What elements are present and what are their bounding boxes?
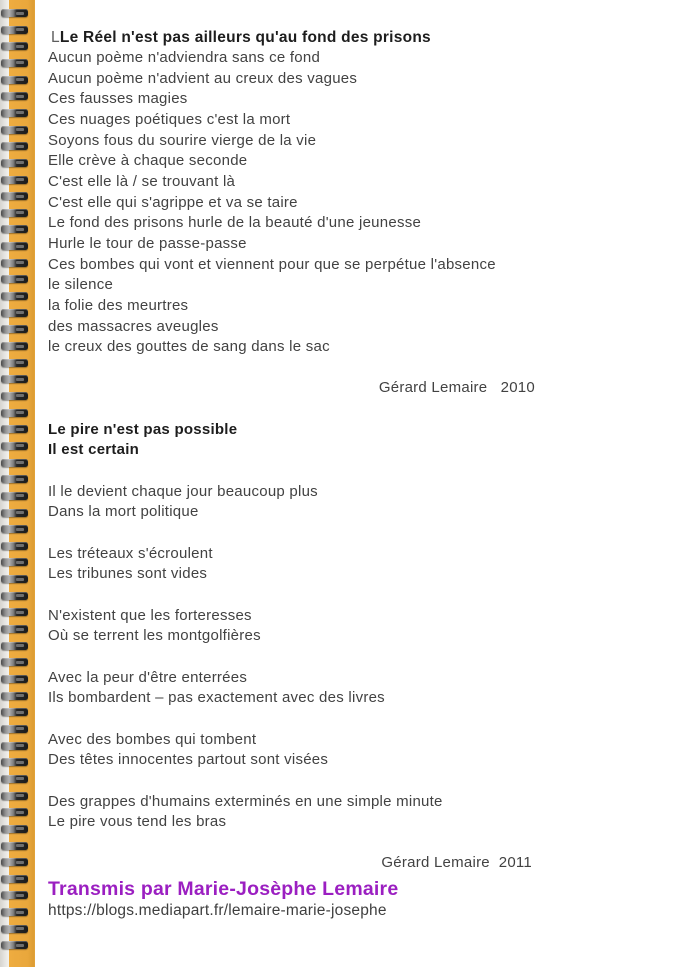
poem-line: Avec la peur d'être enterrées [48, 668, 248, 686]
poem2-title-line: Il est certain [48, 441, 140, 459]
poem1-body [48, 48, 628, 358]
spiral-coil [1, 142, 28, 150]
poem1-title-prefix: L [51, 29, 60, 46]
spiral-coil [1, 792, 28, 800]
spiral-coil [1, 509, 28, 517]
poem-stanza [48, 730, 628, 771]
spiral-coil [1, 758, 28, 766]
poem-line: Soyons fous du sourire vierge de la vie [48, 131, 317, 149]
spiral-coil [1, 292, 28, 300]
spiral-coil [1, 92, 28, 100]
poem1-title-text: Le Réel n'est pas ailleurs qu'au fond des prisons [59, 29, 431, 46]
poem-line: la folie des meurtres [48, 296, 189, 314]
poem-line: Les tréteaux s'écroulent [48, 544, 213, 562]
spiral-coil [1, 708, 28, 716]
spiral-coil [1, 925, 28, 933]
poem-line: Hurle le tour de passe-passe [48, 234, 247, 252]
poem-line: Le pire vous tend les bras [48, 813, 227, 831]
poem1-title [48, 27, 628, 48]
spiral-coil [1, 459, 28, 467]
poem-line: Avec des bombes qui tombent [48, 730, 257, 748]
poem-line: Il le devient chaque jour beaucoup plus [48, 482, 318, 500]
spiral-coil [1, 225, 28, 233]
poem2-title [48, 420, 628, 461]
spiral-coil [1, 442, 28, 450]
spiral-coil [1, 425, 28, 433]
poem-line: Le fond des prisons hurle de la beauté d'une jeunesse [48, 214, 422, 232]
poem-line: Ces bombes qui vont et viennent pour que se perpétue l'absence [48, 255, 496, 273]
spiral-coil [1, 126, 28, 134]
spiral-coil [1, 908, 28, 916]
poem-line: Des têtes innocentes partout sont visées [48, 751, 329, 769]
spiral-coil [1, 59, 28, 67]
poem-stanza [48, 668, 628, 709]
spiral-coil [1, 642, 28, 650]
poem-line: Aucun poème n'adviendra sans ce fond [48, 49, 321, 66]
spiral-coil [1, 575, 28, 583]
spiral-coil [1, 492, 28, 500]
spiral-coil [1, 658, 28, 666]
spiral-coil [1, 825, 28, 833]
poem-line: le silence [48, 276, 114, 294]
page-content [48, 27, 628, 922]
poem-line: Les tribunes sont vides [48, 565, 208, 583]
poem-line: N'existent que les forteresses [48, 606, 252, 624]
spiral-coil [1, 76, 28, 84]
poem-line: des massacres aveugles [48, 317, 219, 335]
poem-line: Des grappes d'humains exterminés en une simple minute [48, 792, 443, 810]
spiral-coil [1, 875, 28, 883]
spiral-coil [1, 325, 28, 333]
poem-stanza [48, 792, 628, 833]
spiral-coil [1, 608, 28, 616]
spiral-coil [1, 275, 28, 283]
spiral-coil [1, 259, 28, 267]
spiral-coil [1, 176, 28, 184]
poem-line: Dans la mort politique [48, 503, 199, 521]
spiral-coil [1, 742, 28, 750]
spiral-coil [1, 675, 28, 683]
poem-stanza [48, 544, 628, 585]
spiral-coil [1, 808, 28, 816]
spiral-coil [1, 209, 28, 217]
spiral-coil [1, 26, 28, 34]
spiral-coil [1, 42, 28, 50]
source-url: https://blogs.mediapart.fr/lemaire-marie-josephe [48, 902, 387, 920]
poem-stanza [48, 482, 628, 523]
poem2-body [48, 482, 628, 833]
spiral-coil [1, 375, 28, 383]
spiral-coil [1, 775, 28, 783]
spiral-coil [1, 392, 28, 400]
poem2-title-line: Le pire n'est pas possible [48, 420, 238, 438]
spiral-coil [1, 159, 28, 167]
spiral-coil [1, 592, 28, 600]
spiral-coil [1, 242, 28, 250]
spiral-coils [0, 0, 36, 967]
poem-line: C'est elle qui s'agrippe et va se taire [48, 193, 298, 211]
poem-line: le creux des gouttes de sang dans le sac [48, 338, 330, 356]
spiral-coil [1, 941, 28, 949]
spiral-coil [1, 475, 28, 483]
poem-line: Ces fausses magies [48, 90, 188, 108]
spiral-coil [1, 309, 28, 317]
poem1-attribution: Gérard Lemaire 2010 [378, 379, 535, 397]
spiral-coil [1, 542, 28, 550]
poem-line: Ils bombardent – pas exactement avec des livres [48, 689, 385, 707]
spiral-coil [1, 558, 28, 566]
spiral-coil [1, 342, 28, 350]
poem2-attribution: Gérard Lemaire 2011 [381, 854, 532, 872]
spiral-coil [1, 9, 28, 17]
poem-line: Ces nuages poétiques c'est la mort [48, 110, 291, 128]
spiral-coil [1, 625, 28, 633]
spiral-coil [1, 109, 28, 117]
poem-line: Où se terrent les montgolfières [48, 627, 261, 645]
spiral-coil [1, 409, 28, 417]
spiral-coil [1, 842, 28, 850]
spiral-coil [1, 891, 28, 899]
transmitted-by-heading: Transmis par Marie-Josèphe Lemaire [48, 878, 399, 901]
poem-stanza [48, 606, 628, 647]
poem-line: Aucun poème n'advient au creux des vagues [48, 69, 358, 87]
spiral-coil [1, 359, 28, 367]
spiral-coil [1, 858, 28, 866]
spiral-coil [1, 692, 28, 700]
spiral-coil [1, 725, 28, 733]
spiral-coil [1, 525, 28, 533]
spiral-coil [1, 192, 28, 200]
poem-line: C'est elle là / se trouvant là [48, 172, 236, 190]
poem-line: Elle crève à chaque seconde [48, 152, 248, 170]
